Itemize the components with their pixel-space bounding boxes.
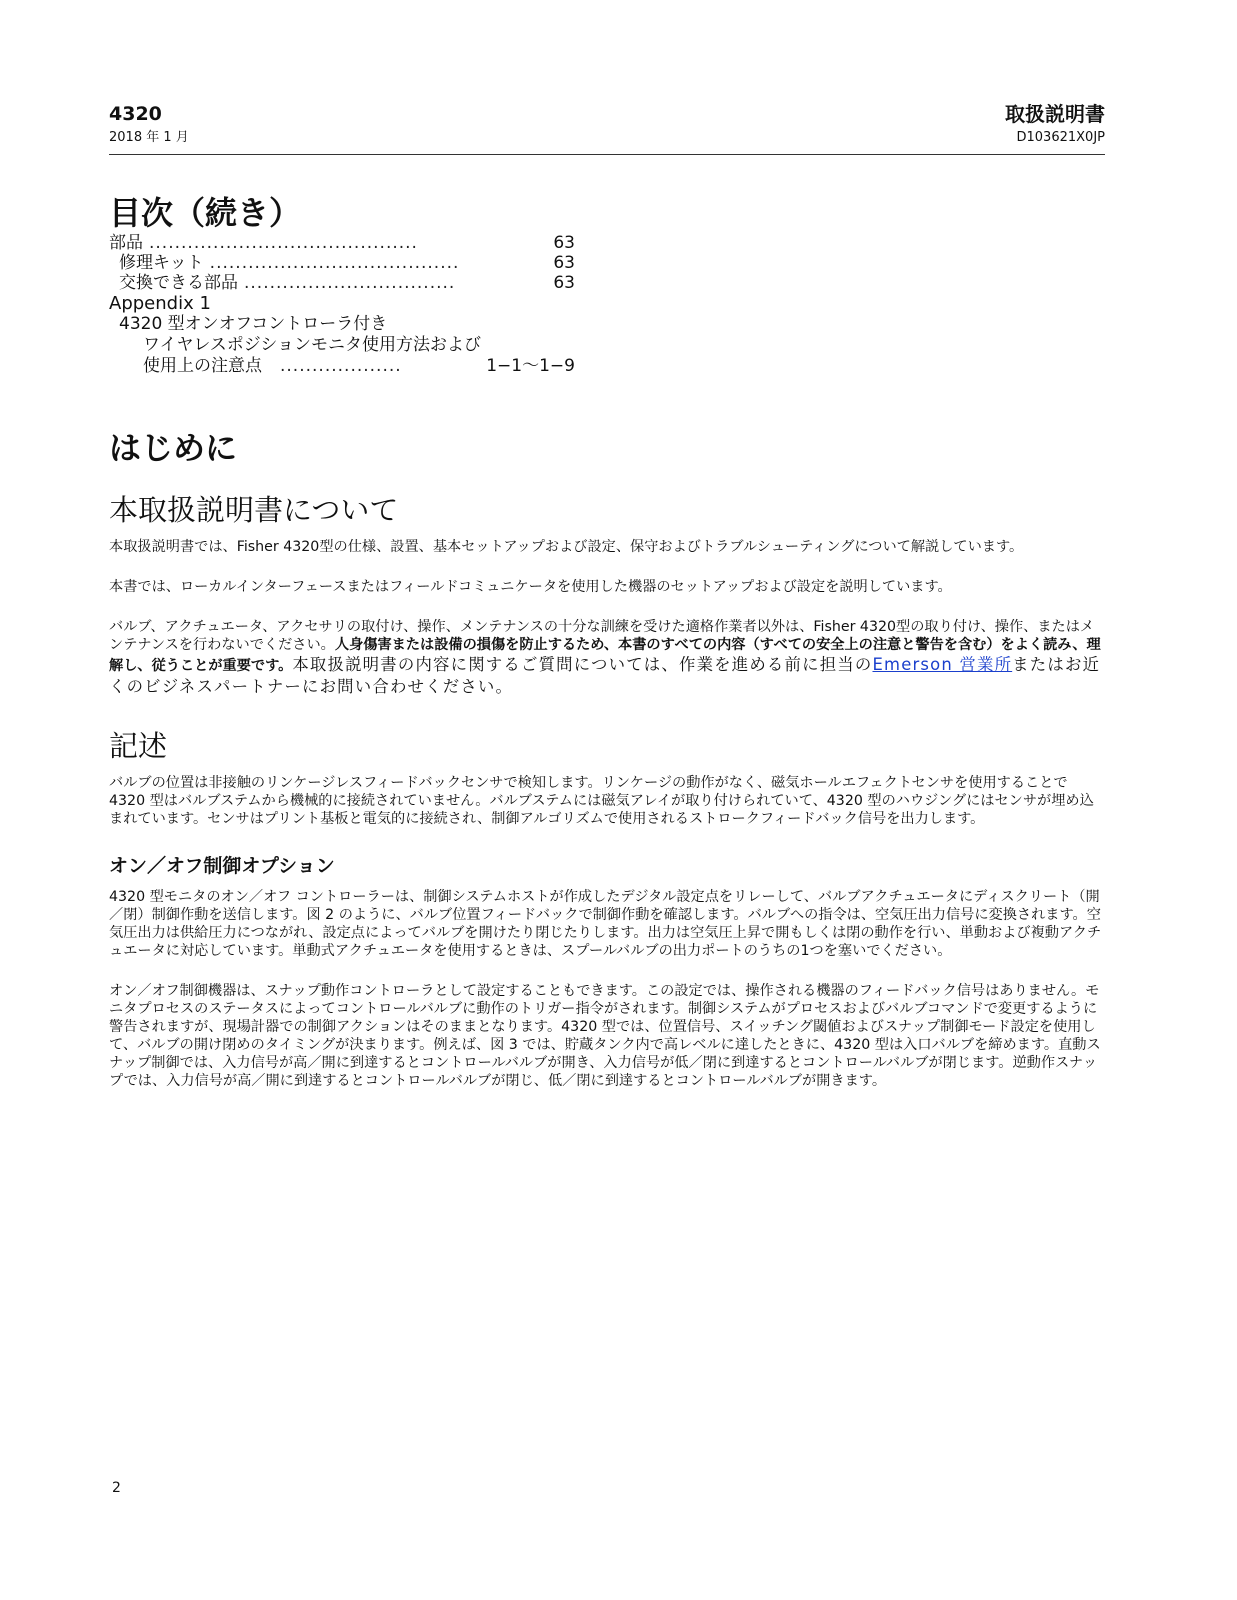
- toc-entry-repair-kits[interactable]: [109, 253, 575, 273]
- toc-entry-label: 修理キット: [119, 253, 204, 273]
- header-left: [109, 102, 189, 148]
- toc-leader-dots: ..........................................: [149, 233, 418, 253]
- document-number: D103621X0JP: [1016, 130, 1105, 145]
- header-right: [1005, 102, 1105, 148]
- toc-entry-page: 63: [553, 273, 575, 293]
- heading-description: 記述: [109, 729, 168, 763]
- contact-text-end: またはお近くのビジネスパートナーにお問い合わせください。: [109, 655, 1101, 696]
- toc-leader-dots: ...................: [280, 356, 402, 376]
- emerson-sales-office-link[interactable]: Emerson 営業所: [872, 655, 1013, 674]
- contact-text: 本取扱説明書の内容に関するご質問については、作業を進める前に担当の: [292, 655, 873, 674]
- toc-leader-dots: .......................................: [209, 253, 460, 273]
- page-number: 2: [112, 1480, 121, 1496]
- toc-entry-page: 63: [553, 253, 575, 273]
- document-page: [109, 96, 1105, 1090]
- about-paragraph-3: [109, 618, 1105, 698]
- toc-entry-parts[interactable]: [109, 233, 575, 253]
- about-paragraph-1: 本取扱説明書では、Fisher 4320型の仕様、設置、基本セットアップおよび設定、保守およびトラブルシューティングについて解説しています。: [109, 539, 1024, 555]
- onoff-paragraph-2: オン／オフ制御機器は、スナップ動作コントローラとして設定することもできます。この設定では、操作される機器のフィードバック信号はありません。モニタプロセスのステータスによってコントロールバルブに動作のトリガー指令がされます。制御システムがプロセスおよびバルブコマンドで変更するように警告されますが、現場計器での制御アクションはそのままとなります。4320 型では、位置信号、スイッチング閾値およびスナップ制御モード設定を使用して、バルブの開け閉めのタイミングが決まります。例えば、図 3 では、貯蔵タンク内で高レベルに達したときに、4320 型は入口バルブを締めます。直動スナップ制御では、入力信号が高／開に到達するとコントロールバルブが開き、入力信号が低／閉に到達するとコントロールバルブが閉じます。逆動作スナップでは、入力信号が高／開に到達するとコントロールバルブが閉じ、低／閉に到達するとコントロールバルブが開きます。: [109, 983, 1101, 1089]
- toc-entry-label: 部品: [109, 233, 143, 253]
- toc-appendix-line2: ワイヤレスポジションモニタ使用方法および: [143, 335, 482, 355]
- toc-entry-label: 使用上の注意点: [143, 356, 262, 376]
- toc-entry-replaceable-parts[interactable]: [109, 273, 575, 293]
- toc-appendix-label: Appendix 1: [109, 293, 211, 314]
- model-number: 4320: [109, 103, 162, 125]
- section-title-introduction: はじめに: [109, 429, 238, 467]
- table-of-contents: [109, 233, 575, 376]
- toc-entry-page: 1−1〜1−9: [486, 356, 575, 376]
- document-type: 取扱説明書: [1005, 102, 1105, 126]
- page-header: [109, 96, 1105, 155]
- onoff-paragraph-1: 4320 型モニタのオン／オフ コントローラーは、制御システムホストが作成したデジタル設定点をリレーして、バルブアクチュエータにディスクリート（開／閉）制御作動を送信します。図 2 のように、バルブ位置フィードバックで制御作動を確認します。バルブへの指令は、空気圧出力信号に変換されます。空気圧出力は供給圧力につながれ、設定点によってバルブを開けたり閉じたりします。出力は空気圧上昇で開もしくは閉の動作を行い、単動および複動アクチュエータに対応しています。単動式アクチュエータを使用するときは、スプールバルブの出力ポートのうちの1つを塞いでください。: [109, 889, 1102, 959]
- toc-entry-label: 交換できる部品: [119, 273, 238, 293]
- publication-date: 2018 年 1 月: [109, 130, 189, 145]
- safety-warning-text: 人身傷害または設備の損傷を防止するため、本書のすべての内容（すべての安全上の注意と警告を含む）をよく読み、理解し、従うことが重要です。: [109, 637, 1101, 674]
- about-paragraph-2: 本書では、ローカルインターフェースまたはフィールドコミュニケータを使用した機器のセットアップおよび設定を説明しています。: [109, 579, 952, 595]
- toc-leader-dots: .................................: [244, 273, 456, 293]
- heading-onoff-control: オン／オフ制御オプション: [109, 855, 335, 877]
- toc-title: 目次（続き）: [109, 194, 302, 232]
- description-paragraph: バルブの位置は非接触のリンケージレスフィードバックセンサで検知します。リンケージの動作がなく、磁気ホールエフェクトセンサを使用することで 4320 型はバルブステムから機械的に接続されていません。バルブステムには磁気アレイが取り付けられていて、4320 型のハウジングにはセンサが埋め込まれています。センサはプリント基板と電気的に接続され、制御アルゴリズムで使用されるストロークフィードバック信号を出力します。: [109, 775, 1094, 827]
- toc-entry-appendix[interactable]: [109, 356, 575, 376]
- toc-appendix-line1: 4320 型オンオフコントローラ付き: [119, 314, 388, 334]
- heading-about-manual: 本取扱説明書について: [109, 493, 399, 527]
- toc-entry-page: 63: [553, 233, 575, 253]
- about-paragraph-3-text: バルブ、アクチュエータ、アクセサリの取付け、操作、メンテナンスの十分な訓練を受けた適格作業者以外は、Fisher 4320型の取り付け、操作、またはメンテナンスを行わないでください。: [109, 619, 1095, 653]
